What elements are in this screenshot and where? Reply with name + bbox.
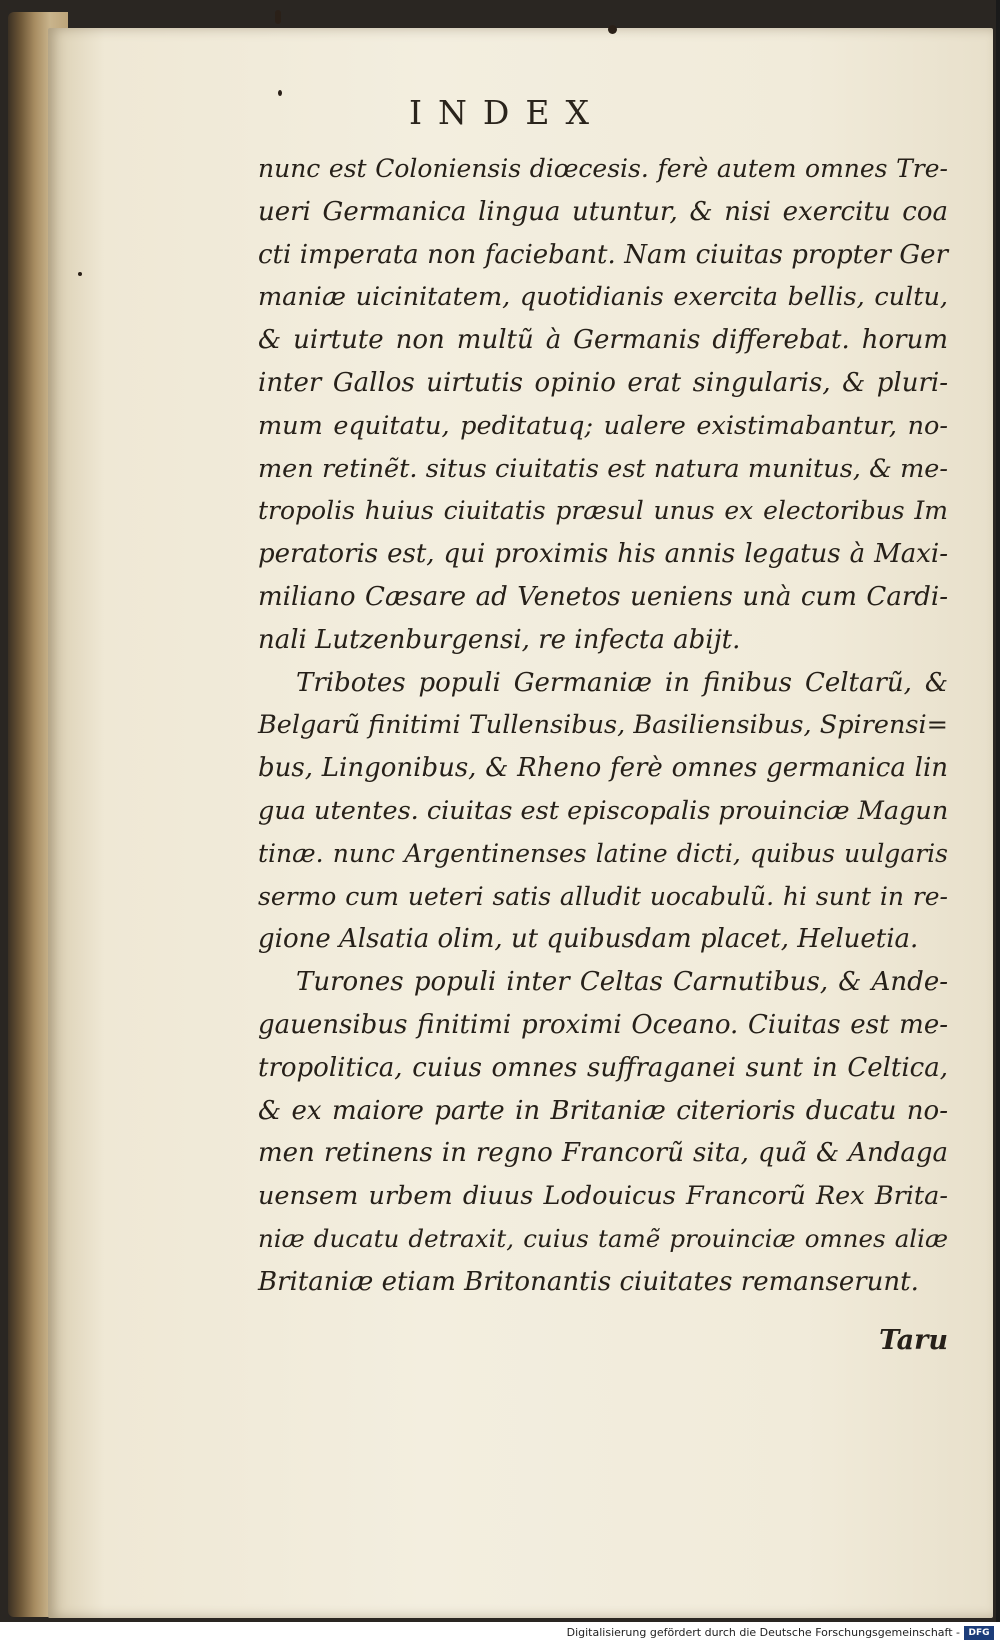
text-line: nali Lutzenburgensi, re infecta abijt. <box>258 624 741 655</box>
text-line: Tribotes populi Germaniæ in finibus Celtarũ, & <box>296 667 948 698</box>
ink-spot <box>275 10 281 24</box>
text-line: tinæ. nunc Argentinenses latine dicti, quibus uulgaris <box>258 838 948 868</box>
funding-credit: Digitalisierung gefördert durch die Deutsche Forschungsgemeinschaft - <box>566 1626 960 1639</box>
text-line: nunc est Coloniensis diœcesis. ferè autem omnes Tre- <box>258 154 948 183</box>
text-line: men retinens in regno Francorũ sita, quã & Andaga <box>258 1138 948 1169</box>
text-line: & uirtute non multũ à Germanis differebat. horum <box>258 325 948 356</box>
text-line: miliano Cæsare ad Venetos ueniens unà cum Cardi- <box>258 581 948 612</box>
text-line: niæ ducatu detraxit, cuius tamẽ prouinciæ omnes aliæ <box>258 1223 948 1253</box>
text-line: & ex maiore parte in Britaniæ citerioris ducatu no- <box>258 1095 948 1126</box>
running-header: INDEX <box>409 93 605 132</box>
text-line: peratoris est, qui proximis his annis legatus à Maxi- <box>258 539 948 570</box>
text-line: gua utentes. ciuitas est episcopalis prouinciæ Magun <box>258 795 949 826</box>
text-line: gauensibus finitimi proximi Oceano. Ciuitas est me- <box>258 1009 948 1040</box>
catchword: Taru <box>879 1325 948 1356</box>
text-line: tropolitica, cuius omnes suffraganei sunt in Celtica, <box>258 1052 948 1083</box>
ink-spot <box>608 25 617 34</box>
text-line: gione Alsatia olim, ut quibusdam placet, Heluetia. <box>258 924 919 955</box>
text-line: bus, Lingonibus, & Rheno ferè omnes germanica lin <box>258 753 948 784</box>
text-line: tropolis huius ciuitatis præsul unus ex electoribus Im <box>258 496 948 526</box>
text-line: cti imperata non faciebant. Nam ciuitas propter Ger <box>258 239 948 270</box>
footer-bar <box>0 1622 1000 1645</box>
text-line: uensem urbem diuus Lodouicus Francorũ Rex Brita- <box>258 1181 948 1212</box>
text-line: Britaniæ etiam Britonantis ciuitates remanserunt. <box>258 1266 919 1297</box>
text-line: inter Gallos uirtutis opinio erat singularis, & pluri- <box>258 367 948 398</box>
text-line: sermo cum ueteri satis alludit uocabulũ. hi sunt in re- <box>258 881 948 911</box>
dfg-logo: DFG <box>964 1626 994 1640</box>
body-text <box>258 148 948 1304</box>
ink-spot <box>78 272 82 276</box>
text-line: men retinẽt. situs ciuitatis est natura munitus, & me- <box>258 453 948 484</box>
text-line: Turones populi inter Celtas Carnutibus, & Ande- <box>296 967 948 998</box>
scan-border <box>996 0 1000 1622</box>
text-line: maniæ uicinitatem, quotidianis exercita bellis, cultu, <box>258 282 948 313</box>
text-line: Belgarũ finitimi Tullensibus, Basiliensibus, Spirensi= <box>258 710 948 741</box>
text-line: ueri Germanica lingua utuntur, & nisi exercitu coa <box>258 196 948 227</box>
text-line: mum equitatu, peditatuq; ualere existimabantur, no- <box>258 410 948 441</box>
